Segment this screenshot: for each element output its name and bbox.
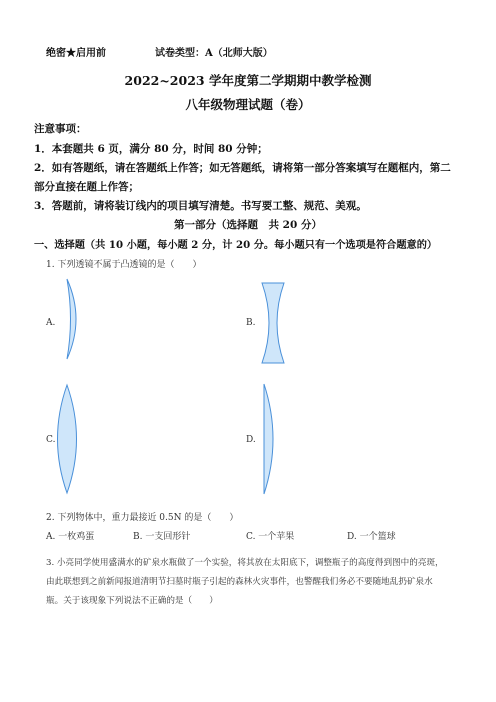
notice-item: 2．如有答题纸，请在答题纸上作答；如无答题纸，请将第一部分答案填写在题框内，第二 xyxy=(34,162,451,174)
option-label: D. xyxy=(246,435,256,445)
notice-item: 3．答题前，请将装订线内的项目填写清楚。书写要工整、规范、美观。 xyxy=(34,200,367,212)
plano-convex-lens-icon xyxy=(252,383,282,495)
exam-title: 2022~2023 学年度第二学期期中教学检测 xyxy=(124,73,372,88)
paper-type: 试卷类型：A（北师大版） xyxy=(155,48,273,59)
option-label: B. xyxy=(246,318,256,328)
option-label: A. 一枚鸡蛋 xyxy=(46,532,95,542)
section-heading: 一、选择题（共 10 小题，每小题 2 分，计 20 分。每小题只有一个选项是符合题意的） xyxy=(34,239,438,251)
exam-subtitle: 八年级物理试题（卷） xyxy=(185,97,311,112)
option-label: C. 一个苹果 xyxy=(246,532,295,542)
question-stem: 瓶。关于该现象下列说法不正确的是（ ） xyxy=(46,596,218,606)
confidential-mark: 绝密★启用前 xyxy=(46,48,106,59)
biconvex-lens-icon xyxy=(47,384,87,494)
option-label: B. 一支回形针 xyxy=(133,532,191,542)
question-stem: 3. 小亮同学使用盛满水的矿泉水瓶做了一个实验，将其放在太阳底下，调整瓶子的高度得到图中的亮斑， xyxy=(46,558,444,568)
question-stem: 由此联想到之前新闻报道清明节扫墓时瓶子引起的森林火灾事件，也警醒我们务必不要随地乱扔矿泉水 xyxy=(46,577,433,587)
part-title: 第一部分（选择题 共 20 分） xyxy=(174,219,322,231)
plano-convex-lens-icon xyxy=(52,278,82,360)
notice-heading: 注意事项： xyxy=(34,123,87,135)
notice-item: 1．本套题共 6 页，满分 80 分，时间 80 分钟； xyxy=(34,143,268,155)
notice-item: 部分直接在题上作答； xyxy=(34,181,139,193)
option-label: D. 一个篮球 xyxy=(347,532,396,542)
option-label: A. xyxy=(46,318,56,328)
biconcave-lens-icon xyxy=(258,282,288,364)
question-stem: 2. 下列物体中，重力最接近 0.5N 的是（ ） xyxy=(46,513,239,523)
option-label: C. xyxy=(46,435,56,445)
question-stem: 1. 下列透镜不属于凸透镜的是（ ） xyxy=(46,260,202,270)
